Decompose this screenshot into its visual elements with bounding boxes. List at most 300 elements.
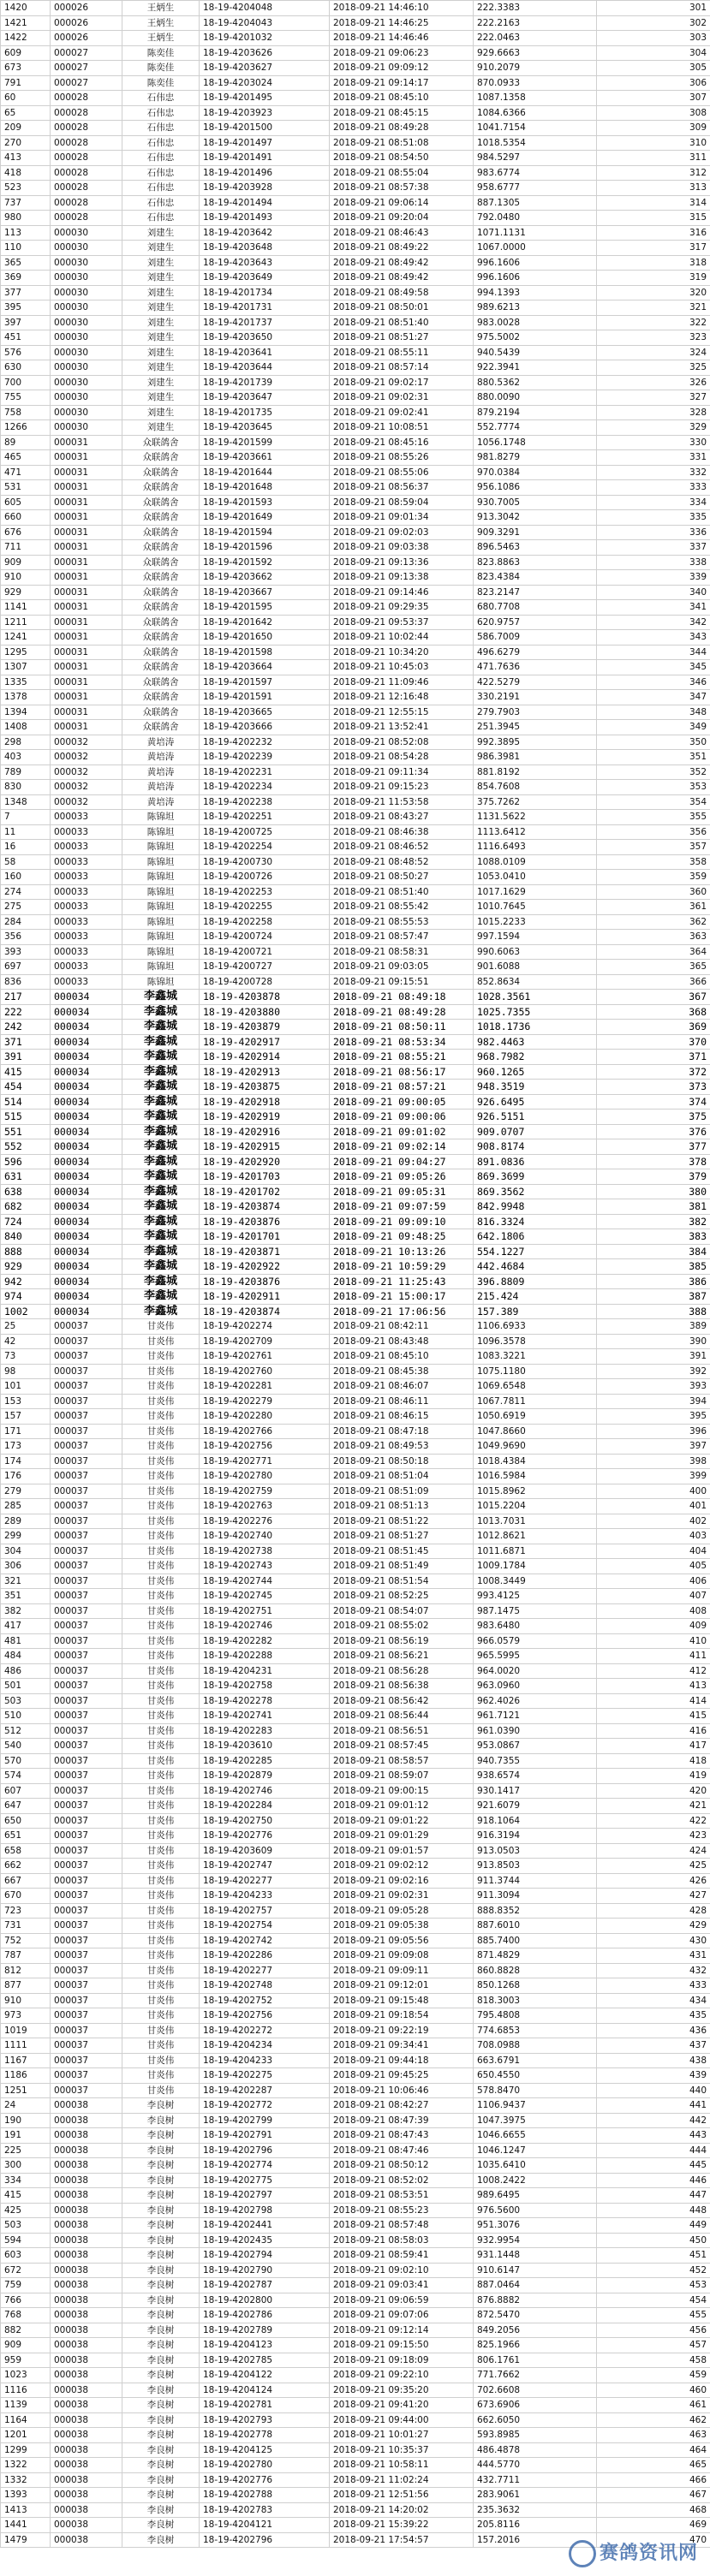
table-row: [1, 2263, 710, 2278]
table-cell: 2018-09-21 08:53:51: [330, 2188, 474, 2204]
table-cell: 1241: [1, 630, 51, 645]
table-cell: 2018-09-21 08:57:48: [330, 2218, 474, 2234]
table-row: [1, 1, 710, 16]
table-cell: 甘炎伟: [122, 1439, 200, 1455]
table-cell: 552.7774: [474, 420, 597, 436]
table-cell: 陈锦坦: [122, 914, 200, 930]
table-cell: 2018-09-21 08:51:45: [330, 1544, 474, 1559]
table-cell: 966.0579: [474, 1633, 597, 1649]
table-cell: 甘炎伟: [122, 1739, 200, 1754]
table-cell: 2018-09-21 09:07:06: [330, 2308, 474, 2323]
table-cell: 869.3699: [474, 1169, 597, 1185]
table-cell: 000033: [51, 810, 122, 825]
table-cell: 2018-09-21 09:02:14: [330, 1139, 474, 1155]
table-cell: 刘建生: [122, 315, 200, 330]
table-cell: 甘炎伟: [122, 1364, 200, 1379]
table-cell: 840: [1, 1229, 51, 1245]
table-cell: 刘建生: [122, 300, 200, 316]
table-cell: 18-19-4204125: [200, 2442, 330, 2458]
table-cell: 000037: [51, 1544, 122, 1559]
table-cell: 18-19-4202914: [200, 1050, 330, 1065]
table-cell: 2018-09-21 08:47:46: [330, 2143, 474, 2158]
table-cell: 367: [597, 990, 710, 1005]
table-row: [1, 2488, 710, 2503]
table-cell: 000037: [51, 1649, 122, 1664]
table-cell: 441: [597, 2098, 710, 2114]
table-cell: 1047.8660: [474, 1424, 597, 1439]
table-cell: 18-19-4200721: [200, 944, 330, 960]
table-cell: 18-19-4203876: [200, 1214, 330, 1229]
table-row: [1, 1484, 710, 1499]
table-cell: 2018-09-21 08:49:28: [330, 1004, 474, 1020]
table-cell: 000037: [51, 2038, 122, 2054]
table-row: [1, 165, 710, 181]
table-cell: 1378: [1, 690, 51, 705]
table-cell: 217: [1, 990, 51, 1005]
table-cell: 000031: [51, 675, 122, 690]
table-cell: 242: [1, 1020, 51, 1035]
table-cell: 449: [597, 2218, 710, 2234]
table-cell: 458: [597, 2353, 710, 2368]
table-cell: 910.6147: [474, 2263, 597, 2278]
table-cell: 18-19-4202787: [200, 2278, 330, 2293]
table-cell: 355: [597, 810, 710, 825]
table-cell: 陈锦坦: [122, 870, 200, 885]
table-cell: 437: [597, 2038, 710, 2054]
table-cell: 1393: [1, 2488, 51, 2503]
table-cell: 304: [597, 45, 710, 61]
table-cell: 000037: [51, 1843, 122, 1859]
table-cell: 18-19-4202287: [200, 2083, 330, 2098]
table-cell: 李鑫城: [122, 1139, 200, 1155]
table-cell: 2018-09-21 08:56:44: [330, 1709, 474, 1724]
table-cell: 000030: [51, 375, 122, 390]
table-cell: 1015.2233: [474, 914, 597, 930]
table-cell: 18-19-4202922: [200, 1259, 330, 1275]
table-cell: 419: [597, 1769, 710, 1784]
table-cell: 630: [1, 360, 51, 376]
table-cell: 397: [1, 315, 51, 330]
table-cell: 众联鸽舍: [122, 480, 200, 496]
table-cell: 974: [1, 1289, 51, 1305]
table-cell: 18-19-4202232: [200, 735, 330, 750]
table-cell: 436: [597, 2023, 710, 2038]
table-cell: 963.0960: [474, 1679, 597, 1694]
table-cell: 甘炎伟: [122, 1574, 200, 1589]
table-cell: 1049.9690: [474, 1439, 597, 1455]
table-cell: 000030: [51, 345, 122, 360]
table-cell: 418: [1, 165, 51, 181]
table-cell: 18-19-4202772: [200, 2098, 330, 2114]
table-cell: 2018-09-21 09:05:38: [330, 1919, 474, 1934]
table-cell: 911.3744: [474, 1873, 597, 1889]
table-cell: 2018-09-21 09:01:02: [330, 1124, 474, 1139]
table-cell: 173: [1, 1439, 51, 1455]
table-cell: 2018-09-21 13:52:41: [330, 720, 474, 735]
table-cell: 759: [1, 2278, 51, 2293]
table-cell: 877: [1, 1978, 51, 1994]
table-cell: 000034: [51, 1214, 122, 1229]
table-cell: 18-19-4203879: [200, 1020, 330, 1035]
table-cell: 791: [1, 75, 51, 91]
table-row: [1, 1544, 710, 1559]
table-row: [1, 1693, 710, 1709]
table-cell: 888.8352: [474, 1903, 597, 1919]
table-row: [1, 1334, 710, 1349]
table-cell: 1167: [1, 2053, 51, 2068]
table-cell: 421: [597, 1799, 710, 1814]
table-cell: 881.8192: [474, 764, 597, 780]
table-cell: 415: [597, 1709, 710, 1724]
results-table-body: [1, 1, 710, 2548]
table-cell: 901.6088: [474, 960, 597, 975]
table-cell: 李良树: [122, 2338, 200, 2353]
table-cell: 000031: [51, 570, 122, 586]
table-cell: 11: [1, 824, 51, 840]
table-cell: 2018-09-21 08:45:10: [330, 1349, 474, 1365]
table-cell: 1018.5354: [474, 135, 597, 151]
table-cell: 000033: [51, 974, 122, 990]
table-cell: 18-19-4203662: [200, 570, 330, 586]
table-cell: 2018-09-21 09:13:36: [330, 555, 474, 570]
table-cell: 000034: [51, 1124, 122, 1139]
table-cell: 18-19-4203648: [200, 241, 330, 256]
table-cell: 2018-09-21 08:51:40: [330, 884, 474, 900]
table-cell: 357: [597, 840, 710, 855]
table-row: [1, 1663, 710, 1679]
table-row: [1, 2023, 710, 2038]
table-cell: 王炳生: [122, 15, 200, 31]
table-cell: 18-19-4202781: [200, 2398, 330, 2413]
table-cell: 882: [1, 2323, 51, 2338]
table-cell: 18-19-4202752: [200, 1993, 330, 2008]
table-cell: 甘炎伟: [122, 1978, 200, 1994]
table-cell: 众联鸽舍: [122, 465, 200, 480]
table-cell: 000037: [51, 1663, 122, 1679]
table-cell: 469: [597, 2518, 710, 2533]
table-cell: 刘建生: [122, 225, 200, 241]
table-cell: 000034: [51, 1094, 122, 1110]
table-cell: 321: [1, 1574, 51, 1589]
table-row: [1, 2143, 710, 2158]
table-cell: 000034: [51, 1199, 122, 1215]
table-cell: 李鑫城: [122, 1304, 200, 1319]
table-cell: 2018-09-21 08:50:27: [330, 870, 474, 885]
table-cell: 921.6079: [474, 1799, 597, 1814]
table-cell: 2018-09-21 08:46:07: [330, 1379, 474, 1395]
table-row: [1, 1709, 710, 1724]
table-cell: 陈锦坦: [122, 960, 200, 975]
table-row: [1, 1603, 710, 1619]
table-cell: 503: [1, 1693, 51, 1709]
table-cell: 李良树: [122, 2128, 200, 2144]
table-cell: 2018-09-21 08:45:16: [330, 435, 474, 450]
table-cell: 李鑫城: [122, 1020, 200, 1035]
table-cell: 350: [597, 735, 710, 750]
table-cell: 501: [1, 1679, 51, 1694]
table-cell: 426: [597, 1873, 710, 1889]
table-cell: 18-19-4202750: [200, 1813, 330, 1829]
table-cell: 18-19-4203876: [200, 1274, 330, 1289]
table-cell: 甘炎伟: [122, 1889, 200, 1904]
table-cell: 李良树: [122, 2398, 200, 2413]
table-row: [1, 2173, 710, 2188]
table-cell: 000037: [51, 1739, 122, 1754]
table-cell: 670: [1, 1889, 51, 1904]
table-cell: 948.3519: [474, 1080, 597, 1095]
table-cell: 李良树: [122, 2458, 200, 2473]
table-cell: 274: [1, 884, 51, 900]
table-cell: 众联鸽舍: [122, 570, 200, 586]
table-row: [1, 510, 710, 526]
table-cell: 486.4878: [474, 2442, 597, 2458]
table-cell: 312: [597, 165, 710, 181]
table-row: [1, 1064, 710, 1080]
table-cell: 甘炎伟: [122, 1709, 200, 1724]
table-cell: 18-19-4202231: [200, 764, 330, 780]
table-cell: 823.4384: [474, 570, 597, 586]
table-row: [1, 1919, 710, 1934]
table-cell: 2018-09-21 12:55:15: [330, 705, 474, 720]
table-cell: 431: [597, 1948, 710, 1964]
table-cell: 2018-09-21 09:00:05: [330, 1094, 474, 1110]
table-cell: 731: [1, 1919, 51, 1934]
table-row: [1, 1649, 710, 1664]
table-cell: 1035.6410: [474, 2158, 597, 2174]
table-cell: 980: [1, 211, 51, 226]
table-cell: 300: [1, 2158, 51, 2174]
table-cell: 2018-09-21 08:49:22: [330, 241, 474, 256]
table-cell: 340: [597, 585, 710, 600]
table-cell: 737: [1, 195, 51, 211]
table-row: [1, 645, 710, 660]
table-cell: 000028: [51, 195, 122, 211]
table-cell: 352: [597, 764, 710, 780]
table-cell: 000034: [51, 1064, 122, 1080]
table-cell: 766: [1, 2293, 51, 2308]
table-cell: 18-19-4201595: [200, 600, 330, 616]
table-row: [1, 2428, 710, 2443]
table-cell: 18-19-4203627: [200, 61, 330, 76]
table-cell: 甘炎伟: [122, 1424, 200, 1439]
table-cell: 2018-09-21 09:09:11: [330, 1963, 474, 1978]
table-cell: 18-19-4202798: [200, 2203, 330, 2218]
table-cell: 000037: [51, 1379, 122, 1395]
table-cell: 甘炎伟: [122, 1693, 200, 1709]
table-row: [1, 1933, 710, 1948]
table-cell: 422.5279: [474, 675, 597, 690]
table-cell: 2018-09-21 08:50:11: [330, 1020, 474, 1035]
table-row: [1, 1963, 710, 1978]
table-cell: 000038: [51, 2188, 122, 2204]
table-cell: 157.389: [474, 1304, 597, 1319]
table-cell: 2018-09-21 09:01:12: [330, 1799, 474, 1814]
table-cell: 2018-09-21 08:59:07: [330, 1769, 474, 1784]
table-cell: 433: [597, 1978, 710, 1994]
table-cell: 000030: [51, 315, 122, 330]
table-cell: 甘炎伟: [122, 2023, 200, 2038]
table-cell: 768: [1, 2308, 51, 2323]
table-cell: 922.3941: [474, 360, 597, 376]
table-cell: 486: [1, 1663, 51, 1679]
table-row: [1, 990, 710, 1005]
table-cell: 334: [1, 2173, 51, 2188]
table-cell: 18-19-4203610: [200, 1739, 330, 1754]
table-cell: 440: [597, 2083, 710, 2098]
table-cell: 000030: [51, 390, 122, 406]
table-cell: 18-19-4202288: [200, 1649, 330, 1664]
table-cell: 000037: [51, 1454, 122, 1469]
table-cell: 18-19-4201737: [200, 315, 330, 330]
table-cell: 424: [597, 1843, 710, 1859]
table-cell: 2018-09-21 09:14:46: [330, 585, 474, 600]
table-cell: 25: [1, 1319, 51, 1335]
table-cell: 000038: [51, 2412, 122, 2428]
table-cell: 18-19-4202746: [200, 1783, 330, 1799]
table-cell: 425: [597, 1859, 710, 1874]
table-cell: 463: [597, 2428, 710, 2443]
table-cell: 18-19-4202760: [200, 1364, 330, 1379]
table-cell: 18-19-4202756: [200, 2008, 330, 2024]
table-cell: 368: [597, 1004, 710, 1020]
table-cell: 990.6063: [474, 944, 597, 960]
table-cell: 000037: [51, 1619, 122, 1634]
table-cell: 662.6050: [474, 2412, 597, 2428]
table-cell: 1322: [1, 2458, 51, 2473]
table-cell: 000030: [51, 330, 122, 346]
table-row: [1, 660, 710, 675]
table-cell: 000028: [51, 165, 122, 181]
table-row: [1, 1859, 710, 1874]
table-cell: 1251: [1, 2083, 51, 2098]
table-cell: 000030: [51, 360, 122, 376]
table-cell: 000037: [51, 1799, 122, 1814]
table-cell: 1441: [1, 2518, 51, 2533]
table-cell: 708.0988: [474, 2038, 597, 2054]
table-row: [1, 2308, 710, 2323]
table-cell: 000031: [51, 600, 122, 616]
table-cell: 甘炎伟: [122, 1948, 200, 1964]
table-cell: 2018-09-21 08:49:58: [330, 285, 474, 300]
table-cell: 2018-09-21 08:51:27: [330, 330, 474, 346]
watermark: [569, 2538, 698, 2567]
table-cell: 818.3003: [474, 1993, 597, 2008]
table-cell: 205.8116: [474, 2518, 597, 2533]
table-cell: 414: [597, 1693, 710, 1709]
table-cell: 18-19-4202791: [200, 2128, 330, 2144]
table-row: [1, 1514, 710, 1529]
table-cell: 958.6777: [474, 181, 597, 196]
table-cell: 000032: [51, 794, 122, 810]
table-cell: 298: [1, 735, 51, 750]
table-cell: 417: [1, 1619, 51, 1634]
table-cell: 755: [1, 390, 51, 406]
table-cell: 464: [597, 2442, 710, 2458]
table-cell: 336: [597, 525, 710, 540]
table-cell: 石伟忠: [122, 121, 200, 136]
table-cell: 000031: [51, 630, 122, 645]
table-cell: 2018-09-21 08:59:41: [330, 2248, 474, 2264]
table-cell: 929: [1, 1259, 51, 1275]
table-cell: 000037: [51, 1679, 122, 1694]
table-cell: 18-19-4201495: [200, 91, 330, 106]
table-cell: 2018-09-21 09:04:27: [330, 1154, 474, 1169]
table-cell: 1211: [1, 615, 51, 630]
table-cell: 647: [1, 1799, 51, 1814]
table-cell: 913.8503: [474, 1859, 597, 1874]
table-cell: 663.6791: [474, 2053, 597, 2068]
table-row: [1, 75, 710, 91]
table-cell: 000037: [51, 2068, 122, 2084]
table-cell: 18-19-4202797: [200, 2188, 330, 2204]
table-cell: 887.1305: [474, 195, 597, 211]
table-cell: 甘炎伟: [122, 1723, 200, 1739]
table-row: [1, 211, 710, 226]
table-cell: 321: [597, 300, 710, 316]
table-row: [1, 480, 710, 496]
table-cell: 000037: [51, 1334, 122, 1349]
watermark-text: 赛鸽资讯网: [599, 2543, 698, 2564]
table-cell: 1012.8621: [474, 1529, 597, 1544]
table-cell: 2018-09-21 09:02:31: [330, 390, 474, 406]
table-cell: 2018-09-21 08:49:53: [330, 1439, 474, 1455]
table-row: [1, 1319, 710, 1335]
table-cell: 刘建生: [122, 360, 200, 376]
table-cell: 398: [597, 1454, 710, 1469]
table-cell: 1116: [1, 2383, 51, 2398]
table-row: [1, 2098, 710, 2114]
table-cell: 2018-09-21 09:12:14: [330, 2323, 474, 2338]
table-cell: 496.6279: [474, 645, 597, 660]
table-cell: 359: [597, 870, 710, 885]
table-cell: 众联鸽舍: [122, 630, 200, 645]
table-row: [1, 1289, 710, 1305]
table-cell: 000032: [51, 780, 122, 795]
table-cell: 18-19-4202800: [200, 2293, 330, 2308]
table-cell: 422: [597, 1813, 710, 1829]
table-cell: 18-19-4202748: [200, 1978, 330, 1994]
table-cell: 2018-09-21 14:46:46: [330, 31, 474, 46]
table-cell: 000038: [51, 2218, 122, 2234]
table-cell: 515: [1, 1110, 51, 1125]
table-cell: 陈锦坦: [122, 944, 200, 960]
table-cell: 000032: [51, 735, 122, 750]
table-cell: 1010.7645: [474, 900, 597, 915]
table-cell: 18-19-4202756: [200, 1439, 330, 1455]
table-cell: 18-19-4201597: [200, 675, 330, 690]
table-cell: 000038: [51, 2383, 122, 2398]
table-cell: 2018-09-21 09:15:23: [330, 780, 474, 795]
table-cell: 700: [1, 375, 51, 390]
table-cell: 540: [1, 1739, 51, 1754]
table-cell: 2018-09-21 09:01:34: [330, 510, 474, 526]
table-cell: 甘炎伟: [122, 1829, 200, 1844]
table-cell: 1023: [1, 2368, 51, 2383]
table-row: [1, 1409, 710, 1425]
table-cell: 18-19-4201594: [200, 525, 330, 540]
table-row: [1, 2158, 710, 2174]
table-cell: 375: [597, 1110, 710, 1125]
table-row: [1, 1454, 710, 1469]
table-cell: 李鑫城: [122, 1094, 200, 1110]
table-cell: 638: [1, 1184, 51, 1199]
table-cell: 李鑫城: [122, 1050, 200, 1065]
table-cell: 307: [597, 91, 710, 106]
table-row: [1, 2233, 710, 2248]
table-row: [1, 151, 710, 166]
table-cell: 18-19-4203878: [200, 990, 330, 1005]
table-cell: 2018-09-21 09:00:15: [330, 1783, 474, 1799]
